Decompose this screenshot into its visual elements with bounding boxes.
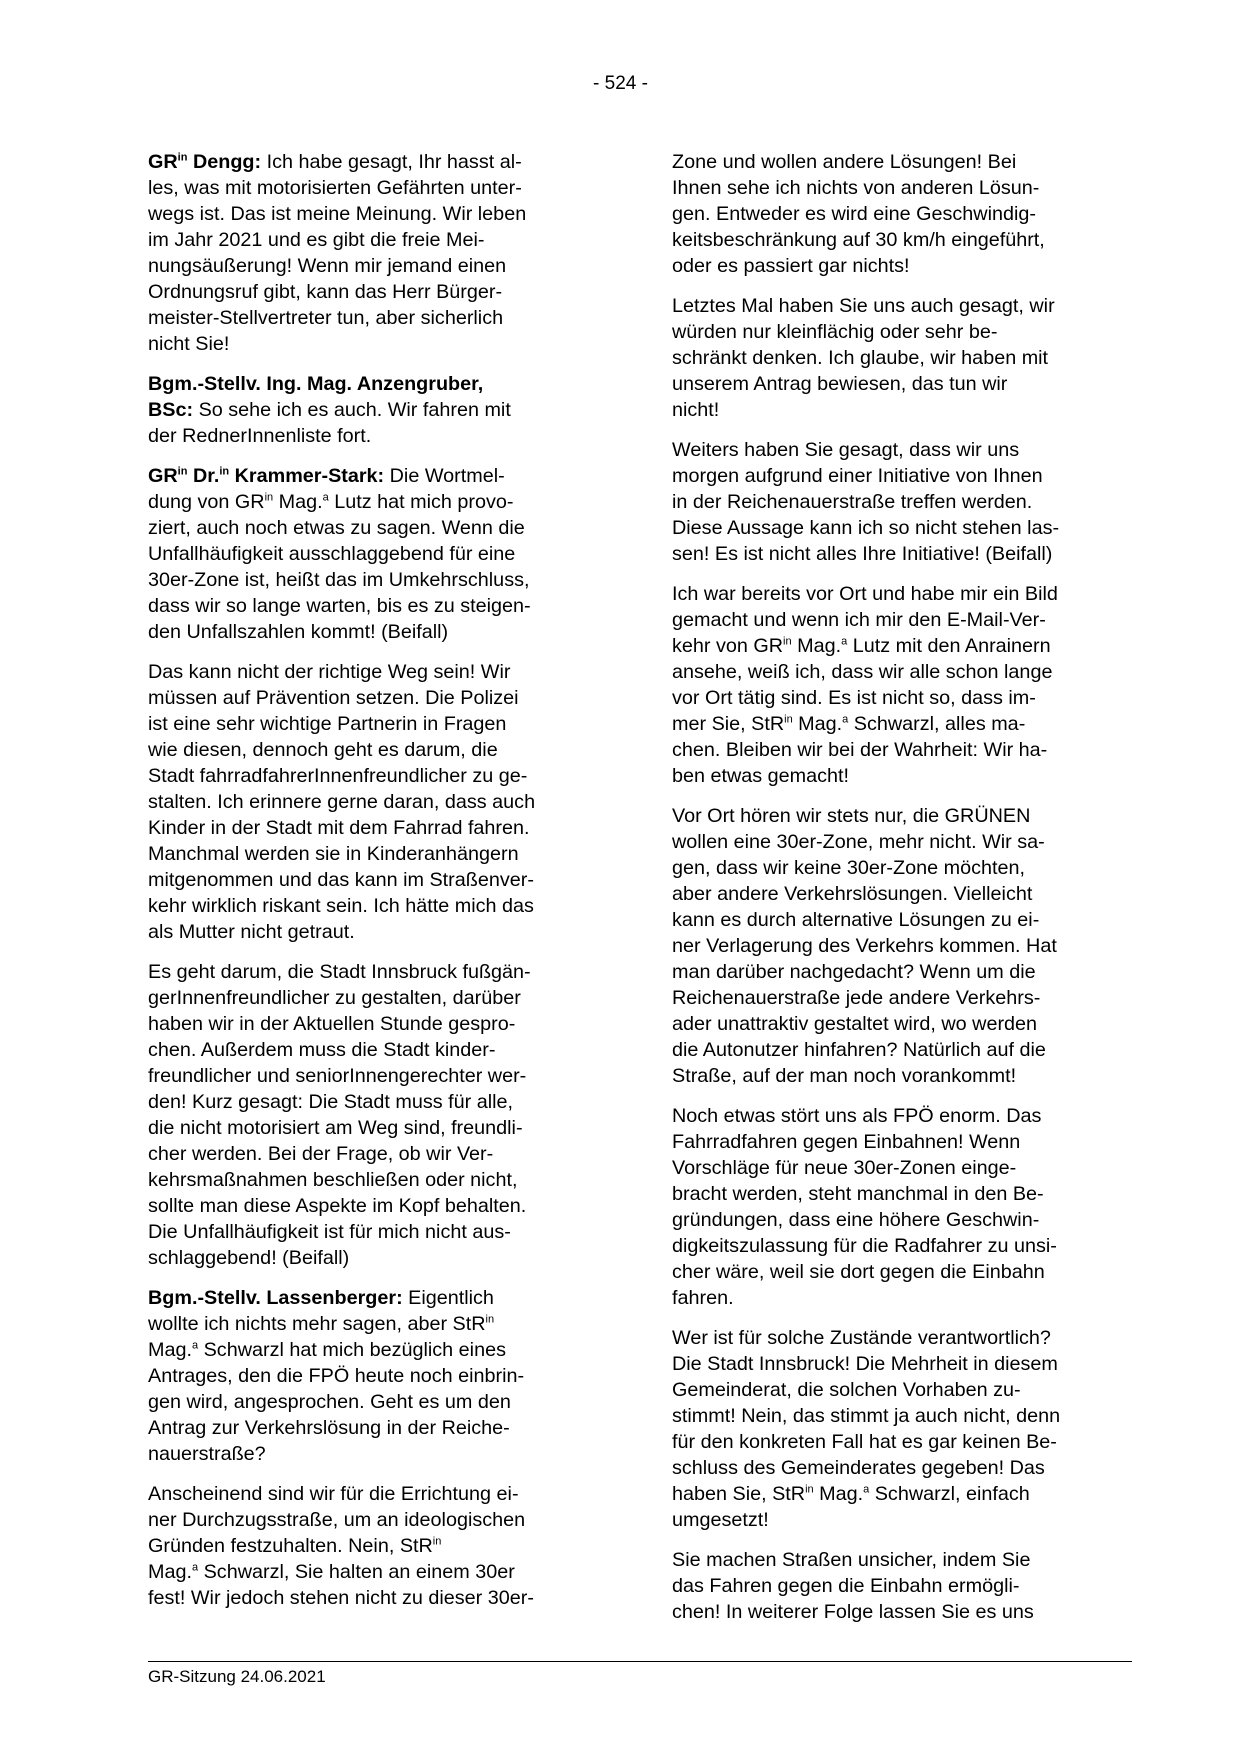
paragraph-lassenberger: Bgm.-Stellv. Lassenberger: Eigentlich wollte ich nichts mehr sagen, aber StR$^{in}$ Mag.$^a$ Schwarzl hat mich bezüglich eines Antrages, den die FPÖ heute noch einbrin- gen wird, angesprochen. Geht es um den Antrag zur Verkehrslösung in der Reiche- nauerstraße?	[148, 1287, 525, 1465]
paragraph-fussgaenger: Es geht darum, die Stadt Innsbruck fußgän- gerInnenfreundlicher zu gestalten, darüber haben wir in der Aktuellen Stunde gespro- chen. Außerdem muss die Stadt kinder- freundlicher und seniorInnengerechter wer- den! Kurz gesagt: Die Stadt muss für alle, die nicht motorisiert am Weg sind, freundli- cher werden. Bei der Frage, ob wir Ver- kehrsmaßnahmen beschließen oder nicht, sollte man diese Aspekte im Kopf behalten. Die Unfallhäufigkeit ist für mich nicht aus- schlaggebend! (Beifall)	[148, 961, 531, 1269]
paragraph-durchzugsstrasse: Anscheinend sind wir für die Errichtung ei- ner Durchzugsstraße, um an ideologischen Gründen festzuhalten. Nein, StR$^{in}$ Mag.$^a$ Schwarzl, Sie halten an einem 30er fest! Wir jedoch stehen nicht zu dieser 30er-	[148, 1483, 534, 1609]
paragraph-einbahnen: Noch etwas stört uns als FPÖ enorm. Das Fahrradfahren gegen Einbahnen! Wenn Vorschläge für neue 30er-Zonen einge- bracht werden, steht manchmal in den Be- gründungen, dass eine höhere Geschwin- digkeitszulassung für die Radfahrer zu unsi- cher wäre, weil sie dort gegen die Einbahn fahren.	[672, 1105, 1057, 1309]
paragraph-weiters: Weiters haben Sie gesagt, dass wir uns morgen aufgrund einer Initiative von Ihnen in der Reichenauerstraße treffen werden. Diese Aussage kann ich so nicht stehen las- sen! Es ist nicht alles Ihre Initiative! (Beifall)	[672, 439, 1060, 565]
paragraph-dengg: $GR^{in}$ Dengg: Ich habe gesagt, Ihr hasst al- les, was mit motorisierten Gefährten unter- wegs ist. Das ist meine Meinung. Wir leben im Jahr 2021 und es gibt die freie Mei- nungsäußerung! Wenn mir jemand einen Ordnungsruf gibt, kann das Herr Bürger- meister-Stellvertreter tun, aber sicherlich nicht Sie!	[148, 151, 527, 355]
paragraph-vor-ort-bild: Ich war bereits vor Ort und habe mir ein Bild gemacht und wenn ich mir den E-Mail-Ver- kehr von $GR^{in}$ Mag.$^a$ Lutz mit den Anrainern ansehe, weiß ich, dass wir alle schon lange vor Ort tätig sind. Es ist nicht so, dass im- mer Sie, StR$^{in}$ Mag.$^a$ Schwarzl, alles ma- chen. Bleiben wir bei der Wahrheit: Wir ha- ben etwas gemacht!	[672, 583, 1058, 787]
right-column	[672, 149, 1132, 1639]
paragraph-verantwortlich: Wer ist für solche Zustände verantwortlich? Die Stadt Innsbruck! Die Mehrheit in diesem Gemeinderat, die solchen Vorhaben zu- stimmt! Nein, das stimmt ja auch nicht, denn für den konkreten Fall hat es gar keinen Be- schluss des Gemeinderates gegeben! Das haben Sie, StR$^{in}$ Mag.$^a$ Schwarzl, einfach umgesetzt!	[672, 1327, 1061, 1531]
paragraph-letztes-mal: Letztes Mal haben Sie uns auch gesagt, wir würden nur kleinflächig oder sehr be- schränkt denken. Ich glaube, wir haben mit unserem Antrag bewiesen, das tun wir nicht!	[672, 295, 1055, 421]
footer-session-date: GR-Sitzung 24.06.2021	[148, 1667, 326, 1686]
paragraph-anzengruber: Bgm.-Stellv. Ing. Mag. Anzengruber, BSc: So sehe ich es auch. Wir fahren mit der RednerInnenliste fort.	[148, 373, 511, 447]
left-column	[148, 149, 596, 1625]
footer-divider	[148, 1661, 1132, 1662]
paragraph-praevention: Das kann nicht der richtige Weg sein! Wir müssen auf Prävention setzen. Die Polizei ist eine sehr wichtige Partnerin in Fragen wie diesen, dennoch geht es darum, die Stadt fahrradfahrerInnenfreundlicher zu ge- stalten. Ich erinnere gerne daran, dass auch Kinder in der Stadt mit dem Fahrrad fahren. Manchmal werden sie in Kinderanhängern mitgenommen und das kann im Straßenver- kehr wirklich riskant sein. Ich hätte mich das als Mutter nicht getraut.	[148, 661, 536, 943]
paragraph-strassen-unsicher: Sie machen Straßen unsicher, indem Sie das Fahren gegen die Einbahn ermögli- chen! In weiterer Folge lassen Sie es uns	[672, 1549, 1034, 1623]
page-number: - 524 -	[593, 73, 648, 94]
paragraph-gruenen: Vor Ort hören wir stets nur, die GRÜNEN wollen eine 30er-Zone, mehr nicht. Wir sa- gen, dass wir keine 30er-Zone möchten, aber andere Verkehrslösungen. Vielleicht kann es durch alternative Lösungen zu ei- ner Verlagerung des Verkehrs kommen. Hat man darüber nachgedacht? Wenn um die Reichenauerstraße jede andere Verkehrs- ader unattraktiv gestaltet wird, wo werden die Autonutzer hinfahren? Natürlich auf die Straße, auf der man noch vorankommt!	[672, 805, 1057, 1087]
paragraph-zone-loesungen: Zone und wollen andere Lösungen! Bei Ihnen sehe ich nichts von anderen Lösun- gen. Entweder es wird eine Geschwindig- keitsbeschränkung auf 30 km/h eingeführt, oder es passiert gar nichts!	[672, 151, 1045, 277]
paragraph-krammer-stark: $GR^{in}$ Dr.$^{in}$ Krammer-Stark: Die Wortmel- dung von $GR^{in}$ Mag.$^a$ Lutz hat mich provo- ziert, auch noch etwas zu sagen. Wenn die Unfallhäufigkeit ausschlaggebend für eine 30er-Zone ist, heißt das im Umkehrschluss, dass wir so lange warten, bis es zu steigen- den Unfallszahlen kommt! (Beifall)	[148, 465, 531, 643]
